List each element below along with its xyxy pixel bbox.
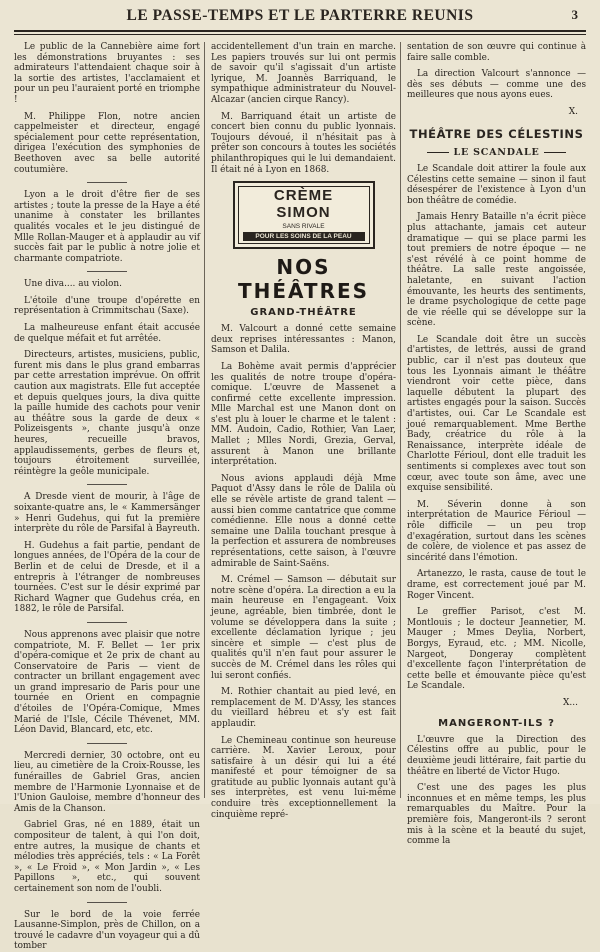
section-heading: NOS THÉÂTRES <box>237 255 370 304</box>
creme-simon-advertisement <box>233 181 375 249</box>
separator <box>87 902 127 903</box>
paragraph: sentation de son œuvre qui continue à faire salle comble. <box>407 42 586 63</box>
paragraph: M. Séverin donne à son interprétation de Maurice Férioul — rôle difficile — un peu trop d'exagération, surtout dans les scènes de colère, de violence et pas assez de sincérité dans l'émotion. <box>407 499 586 563</box>
paragraph: L'étoile d'une troupe d'opérette en représentation à Crimmitschau (Saxe). <box>14 295 200 317</box>
separator <box>87 743 127 744</box>
signature: X. <box>568 106 578 117</box>
paragraph: La direction Valcourt s'annonce — dès ses débuts — comme une des meilleures que nous ayons eues. <box>407 69 586 101</box>
page-header <box>0 0 600 38</box>
separator <box>87 182 127 183</box>
paragraph: Artanezzo, le rasta, cause de tout le drame, est correctement joué par M. Roger Vincent. <box>407 569 586 601</box>
masthead-title: LE PASSE-TEMPS ET LE PARTERRE REUNIS <box>126 7 474 24</box>
ad-tagline: SANS RIVALE <box>282 223 325 231</box>
ad-slogan: POUR LES SOINS DE LA PEAU <box>243 232 365 241</box>
subsection-heading: GRAND-THÉÂTRE <box>250 307 357 319</box>
header-rule <box>14 30 586 35</box>
paragraph: Lyon a le droit d'être fier de ses artistes ; toute la presse de la Haye a été unanime à constater les brillantes qualités vocales et le jeu distingué de Mlle Rollan-Mauger et à applaudir au vif succès fait par le public à notre jolie et charmante compatriote. <box>14 190 200 264</box>
paragraph: Le Scandale doit attirer la foule aux Célestins cette semaine — sinon il faut désespérer de l'existence à Lyon d'un bon théâtre de comédie. <box>407 163 586 206</box>
signature: X... <box>563 697 578 708</box>
paragraph: M. Barriquand était un artiste de concert bien connu du public lyonnais. Toujours dévoué, il n'hésitait pas à prêter son concours à toutes les sociétés philanthropiques qui le lui demandaient. Il était né à Lyon en 1868. <box>211 111 396 175</box>
paragraph: Sur le bord de la voie ferrée Lausanne-Simplon, près de Chillon, on a trouvé le cadavre d'un voyageur qui a dû tomber <box>14 909 200 952</box>
paragraph: Une diva.... au violon. <box>24 279 122 290</box>
ad-brand-line-2: SIMON <box>276 204 331 222</box>
paragraph: Nous avions applaudi déjà Mme Paquot d'Assy dans le rôle de Dalila où elle se révèle artiste de grand talent — aussi bien comme cantatrice que comme comédienne. Elle nous a donné cette semaine une Dalila touchant presque à la perfection et assurera de nombreuses représentations, cette saison, à l'œuvre admirable de Saint-Saëns. <box>211 473 396 569</box>
separator <box>87 271 127 272</box>
heading-rule <box>427 152 449 153</box>
paragraph: Le Scandale doit être un succès d'artistes, de lettrés, aussi de grand public, car il n'est pas douteux que tous les Lyonnais aimant le théâtre viendront voir cette pièce, dans laquelle débutent la plupart des artistes engagés pour la saison. Succès d'artistes, oui. Car Le Scandale est joué remarquablement. Mme Berthe Bady, créatrice du rôle à la Renaissance, interprète idéale de Charlotte Férioul, dont elle traduit les sentiments si complexes avec tout son cœur, avec toute son âme, avec une exquise sensibilité. <box>407 334 586 494</box>
section-heading: THÉÂTRE DES CÉLESTINS <box>409 126 584 141</box>
paragraph: La Bohème avait permis d'apprécier les qualités de notre troupe d'opéra-comique. L'œuvre de Massenet a confirmé cette excellente impression. Mlle Marchal est une Manon dont on s'est plu à louer le charme et le talent : MM. Audoin, Cadio, Rothier, Van Laer, Mallet ; Mlles Nordi, Grezia, Gerval, assurent à Manon une brillante interprétation. <box>211 361 396 468</box>
paragraph: Gabriel Gras, né en 1889, était un compositeur de talent, à qui l'on doit, entre autres, la musique de chants et mélodies très appréciés, tels : « La Forêt », « Le Froid », « Mon Jardin », « Les Papillons », etc., qui souvent certainement son nom de l'oubli. <box>14 820 200 894</box>
subsection-heading <box>407 147 586 158</box>
paragraph: L'œuvre que la Direction des Célestins offre au public, pour le deuxième jeudi littéraire, fait partie du théâtre en liberté de Victor Hugo. <box>407 734 586 777</box>
subsection-title: LE SCANDALE <box>453 146 540 158</box>
column-1 <box>14 42 200 952</box>
paragraph: Le greffier Parisot, c'est M. Montlouis ; le docteur Jeannetier, M. Mauger ; Mmes Deylia, Norbert, Borgys, Eyraud, etc. ; MM. Nicolle, Nargeot, Dongeray complètent d'excellente façon l'interprétation de cette belle et émouvante pièce qu'est Le Scandale. <box>407 607 586 692</box>
paragraph: accidentellement d'un train en marche. Les papiers trouvés sur lui ont permis de savoir qu'il s'agissait d'un artiste lyrique, M. Joannès Barriquand, le sympathique administrateur du Nouvel-Alcazar (ancien cirque Rancy). <box>211 42 396 105</box>
paragraph: M. Valcourt a donné cette semaine deux reprises intéressantes : Manon, Samson et Dalila. <box>211 324 396 356</box>
paragraph: Le public de la Cannebière aime fort les démonstrations bruyantes : ses admirateurs l'attendaient chaque soir à la sortie des artistes, l'acclamaient et pour un peu l'auraient porté en triomphe ! <box>14 42 200 105</box>
ad-brand-line-1: CRÈME <box>273 187 334 205</box>
section-heading: MANGERONT-ILS ? <box>438 717 555 729</box>
paragraph: M. Crémel — Samson — débutait sur notre scène d'opéra. La direction a eu la main heureuse en l'engageant. Voix jeune, agréable, bien timbrée, dont le volume se développera dans la suite ; excellente déclamation lyrique ; jeu sincère et simple — c'est plus de qualités qu'il n'en faut pour assurer le succès de M. Crémel dans les rôles qui lui seront confiés. <box>211 575 396 681</box>
paragraph: A Dresde vient de mourir, à l'âge de soixante-quatre ans, le « Kammersänger » Henri Gudehus, qui fut la première interprète du rôle de Parsifal à Bayreuth. <box>14 492 200 535</box>
heading-rule <box>544 152 566 153</box>
paragraph: Directeurs, artistes, musiciens, public, furent mis dans le plus grand embarras par cette arrestation imprévue. On offrit caution aux magistrats. Elle fut acceptée et depuis quelques jours, la diva quitte la paille humide des cachots pour venir au théâtre sous la garde de deux « Polizeisgents », chante jusqu'à onze heures, recueille bravos, applaudissements, gerbes de fleurs et, toujours étroitement surveillée, réintègre la geôle municipale. <box>14 350 200 477</box>
separator <box>87 484 127 485</box>
paragraph: Jamais Henry Bataille n'a écrit pièce plus attachante, jamais cet auteur dramatique — qui se place parmi les tout premiers de notre époque — ne s'est révélé à ce point homme de théâtre. La salle reste angoissée, haletante, en suivant l'action émouvante, les heurts des sentiments, le drame psychologique de cette page de vie réelle qui se développe sur la scène. <box>407 212 586 329</box>
paragraph: La malheureuse enfant était accusée de quelque méfait et fut arrêtée. <box>14 323 200 344</box>
paragraph: M. Rothier chantait au pied levé, en remplacement de M. D'Assy, les stances du vieillard hébreu et s'y est fait applaudir. <box>211 687 396 729</box>
column-2 <box>204 42 396 820</box>
paragraph: C'est une des pages les plus inconnues et en même temps, les plus remarquables du Maître. Pour la première fois, Mangeront-ils ? seront mis à la scène et la beauté du sujet, comme la <box>407 783 586 847</box>
paragraph: Mercredi dernier, 30 octobre, ont eu lieu, au cimetière de la Croix-Rousse, les funérailles de Gabriel Gras, ancien membre de l'Harmonie Lyonnaise et de l'Union Gauloise, membre d'honneur des Amis de la Chanson. <box>14 750 200 814</box>
column-3 <box>400 42 586 847</box>
paragraph: Le Chemineau continue son heureuse carrière. M. Xavier Leroux, pour satisfaire à un désir qui lui a été manifesté et pour témoigner de sa gratitude au public lyonnais autant qu'à ses interprètes, est venu lui-même conduire très exceptionnellement la cinquième repré- <box>211 735 396 820</box>
separator <box>87 622 127 623</box>
paragraph: Nous apprenons avec plaisir que notre compatriote, M. F. Bellet — 1er prix d'opéra-comique et 2e prix de chant au Conservatoire de Paris — vient de contracter un brillant engagement avec un grand impresario de Paris pour une tournée en Orient en compagnie d'étoiles de l'Opéra-Comique, Mmes Marié de l'Isle, Cécile Thévenet, MM. Léon David, Blancard, etc, etc. <box>14 629 200 736</box>
paragraph: H. Gudehus a fait partie, pendant de longues années, de l'Opéra de la cour de Berlin et de celui de Dresde, et il a entrepris à l'étranger de nombreuses tournées. C'est sur le désir exprimé par Richard Wagner que Gudehus créa, en 1882, le rôle de Parsifal. <box>14 540 200 615</box>
page-number: 3 <box>571 7 578 22</box>
paragraph: M. Philippe Flon, notre ancien cappelmeister et directeur, engagé spécialement pour cette représentation, dirigea l'exécution des symphonies de Beethoven avec sa belle autorité coutumière. <box>14 111 200 175</box>
